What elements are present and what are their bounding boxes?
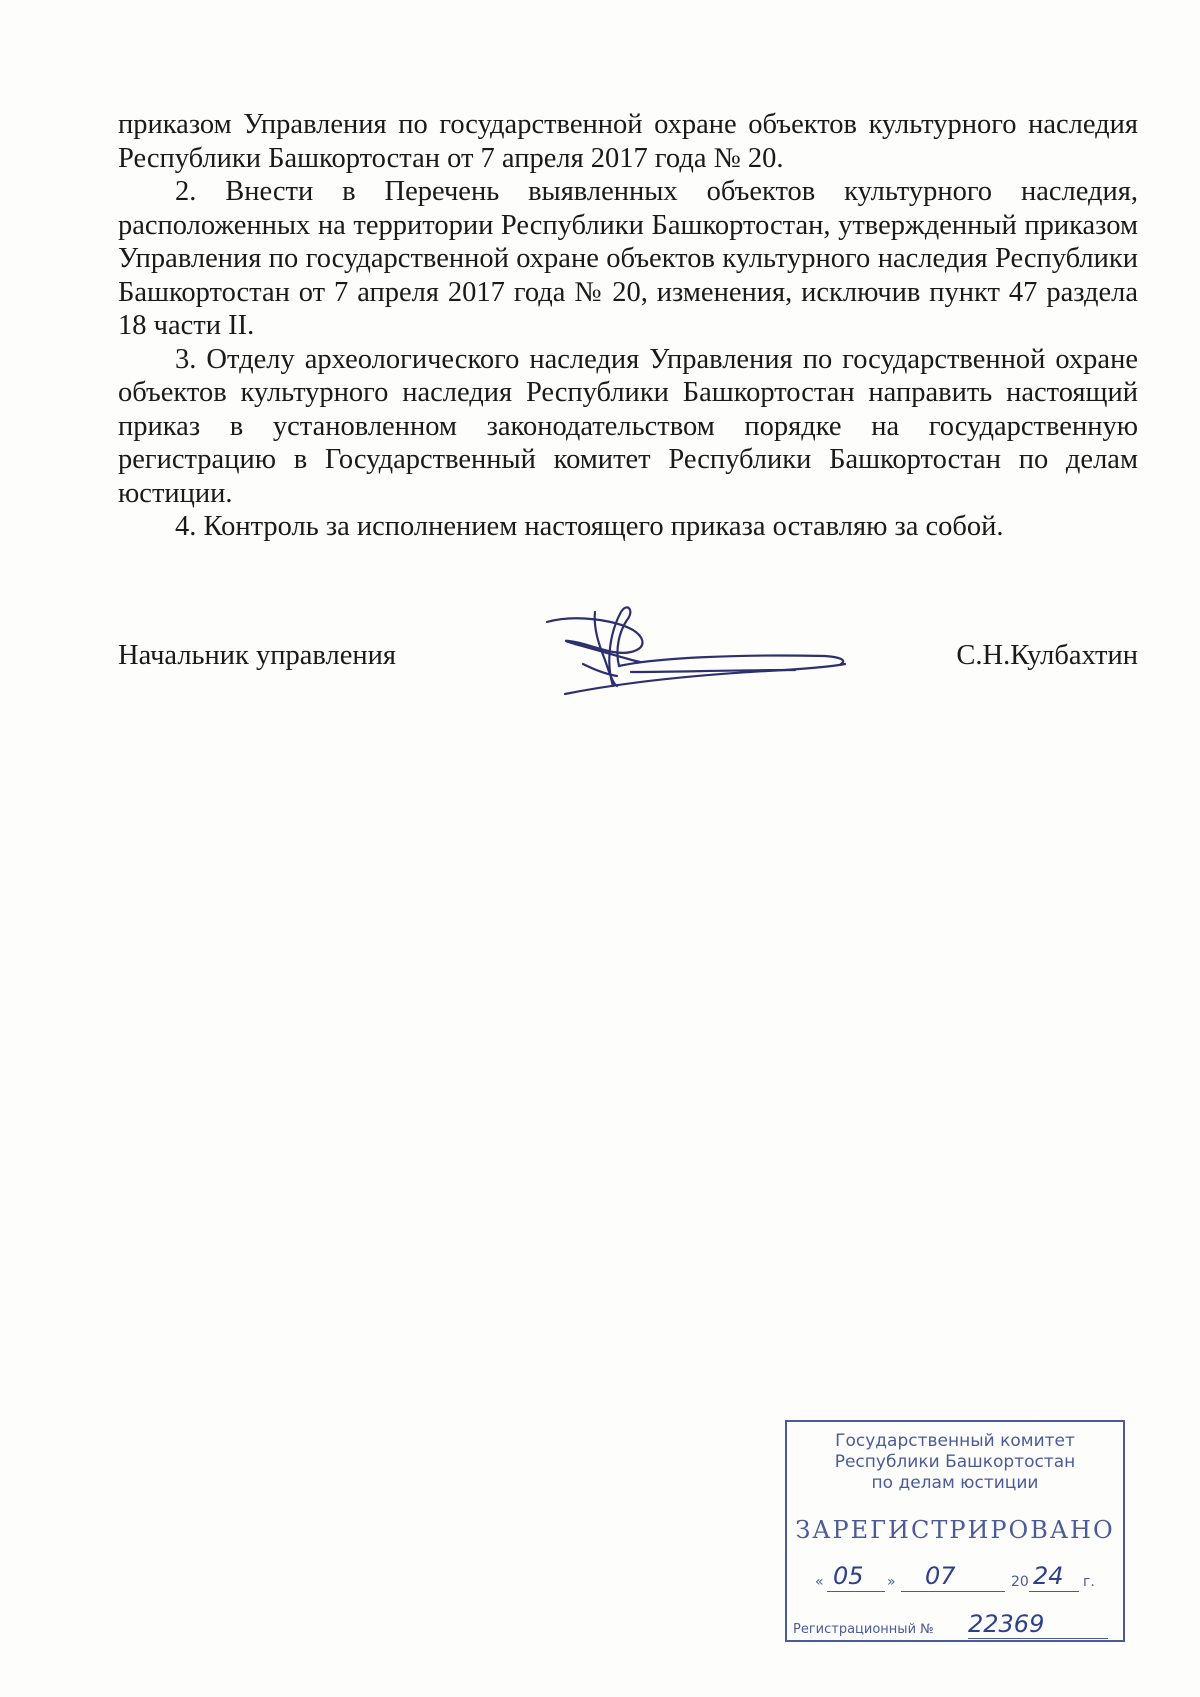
signer-position: Начальник управления	[118, 640, 396, 671]
stamp-year-unit: г.	[1083, 1574, 1095, 1590]
stamp-org-line: Государственный комитет	[835, 1431, 1075, 1451]
stamp-date-open-quote: «	[815, 1574, 824, 1590]
paragraph-item-2: 2. Внести в Перечень выявленных объектов культурного наследия, расположенных на территории Республики Башкортостан, утвержденный приказом Управления по государственной охране объектов культурного наследия Республики Башкортостан от 7 апреля 2017 года № 20, изменения, исключив пункт 47 раздела 18 части II.	[118, 176, 1138, 341]
signer-name: С.Н.Кулбахтин	[956, 640, 1138, 671]
stamp-registration	[793, 1610, 1115, 1640]
handwritten-signature	[535, 600, 895, 700]
stamp-title: ЗАРЕГИСТРИРОВАНО	[795, 1516, 1115, 1544]
paragraph-continuation: приказом Управления по государственной охране объектов культурного наследия Республики Башкортостан от 7 апреля 2017 года № 20.	[118, 109, 1138, 174]
stamp-day: 05	[833, 1562, 864, 1590]
stamp-year-prefix: 20	[1011, 1574, 1029, 1590]
stamp-organization	[787, 1431, 1123, 1494]
document-body	[118, 108, 1138, 544]
stamp-date-close-quote: »	[887, 1574, 896, 1590]
paragraph-item-3: 3. Отделу археологического наследия Управления по государственной охране объектов культурного наследия Республики Башкортостан направить настоящий приказ в установленном законодательством порядке на государственную регистрацию в Государственный комитет Республики Башкортостан по делам юстиции.	[118, 343, 1138, 509]
stamp-reg-label: Регистрационный №	[793, 1622, 934, 1637]
stamp-date	[815, 1562, 1105, 1596]
registration-stamp	[785, 1420, 1125, 1642]
paragraph-item-4: 4. Контроль за исполнением настоящего приказа оставляю за собой.	[175, 511, 1004, 542]
stamp-org-line: Республики Башкортостан	[834, 1452, 1076, 1472]
stamp-reg-number: 22369	[968, 1610, 1045, 1638]
stamp-year: 24	[1033, 1562, 1064, 1590]
stamp-org-line: по делам юстиции	[871, 1473, 1039, 1493]
stamp-month: 07	[925, 1562, 956, 1590]
